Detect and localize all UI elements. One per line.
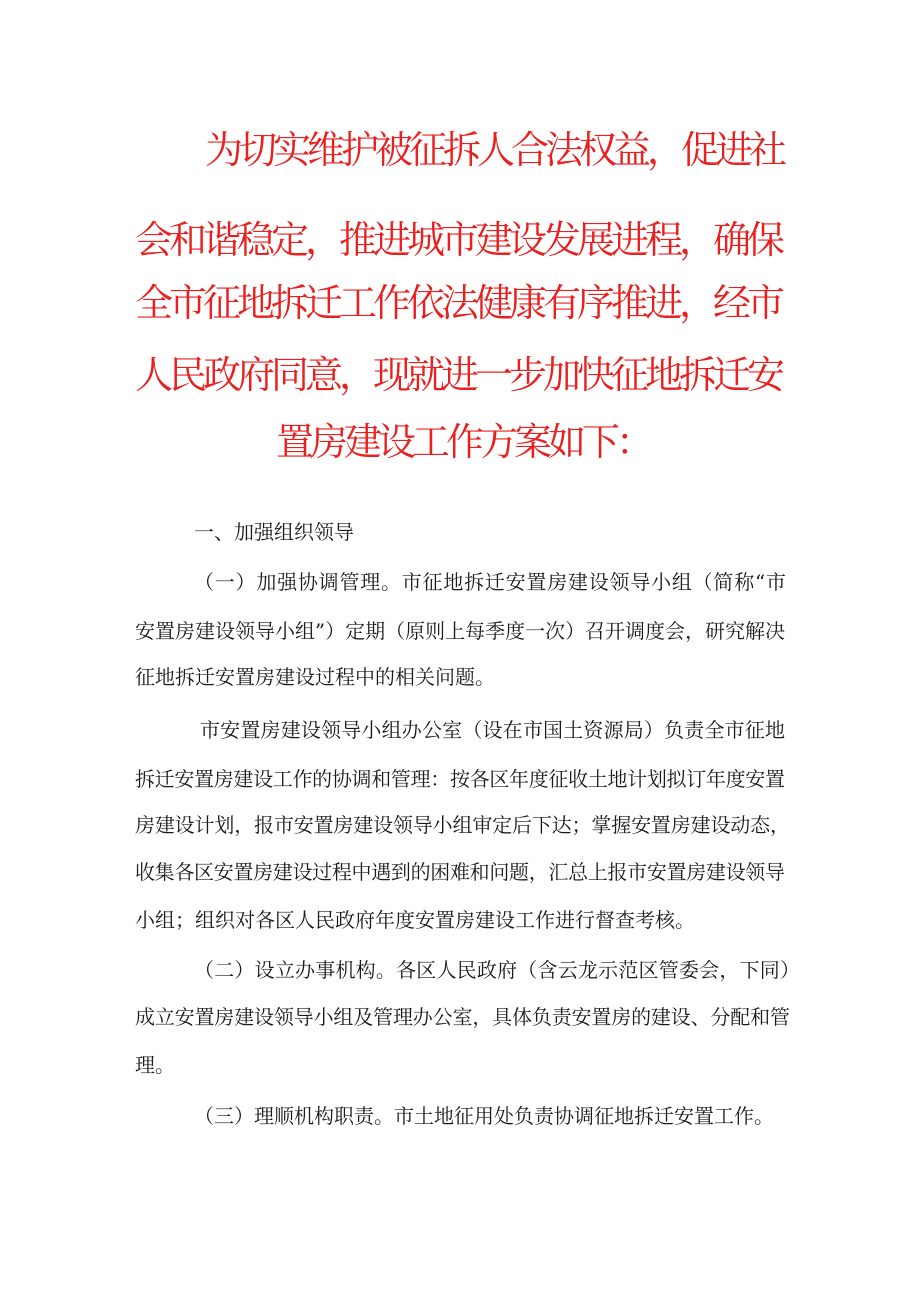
heading-line-5: 置房建设工作方案如下：: [276, 420, 651, 464]
heading-line-2: 会和谐稳定，推进城市建设发展进程，确保: [135, 218, 782, 262]
para-2-line-2: 拆迁安置房建设工作的协调和管理：按各区年度征收土地计划拟订年度安置: [135, 767, 785, 791]
heading-line-3: 全市征地拆迁工作依法健康有序推进，经市: [135, 281, 782, 325]
para-3-line-1: （二）设立办事机构。各区人民政府（含云龙示范区管委会，下同）: [194, 958, 801, 982]
para-2-line-3: 房建设计划，报市安置房建设领导小组审定后下达；掌握安置房建设动态，: [135, 813, 790, 837]
para-3-line-2: 成立安置房建设领导小组及管理办公室，具体负责安置房的建设、分配和管: [135, 1005, 790, 1029]
para-1-line-1: （一）加强协调管理。市征地拆迁安置房建设领导小组（简称“市: [194, 570, 787, 594]
heading-line-1: 为切实维护被征拆人合法权益，促进社: [205, 128, 784, 172]
para-2-line-1: 市安置房建设领导小组办公室（设在市国土资源局）负责全市征地: [200, 718, 786, 742]
heading-line-4: 人民政府同意，现就进一步加快征地拆迁安: [135, 353, 782, 397]
para-3-line-3: 理。: [135, 1053, 175, 1077]
section-title: 一、加强组织领导: [194, 520, 354, 544]
para-1-line-3: 征地拆迁安置房建设过程中的相关问题。: [135, 665, 495, 689]
para-1-line-2: 安置房建设领导小组”）定期（原则上每季度一次）召开调度会，研究解决: [135, 619, 785, 643]
para-2-line-5: 小组；组织对各区人民政府年度安置房建设工作进行督查考核。: [135, 908, 695, 932]
para-4-line-1: （三）理顺机构职责。市土地征用处负责协调征地拆迁安置工作。: [194, 1104, 774, 1128]
para-2-line-4: 收集各区安置房建设过程中遇到的困难和问题，汇总上报市安置房建设领导: [135, 860, 785, 884]
